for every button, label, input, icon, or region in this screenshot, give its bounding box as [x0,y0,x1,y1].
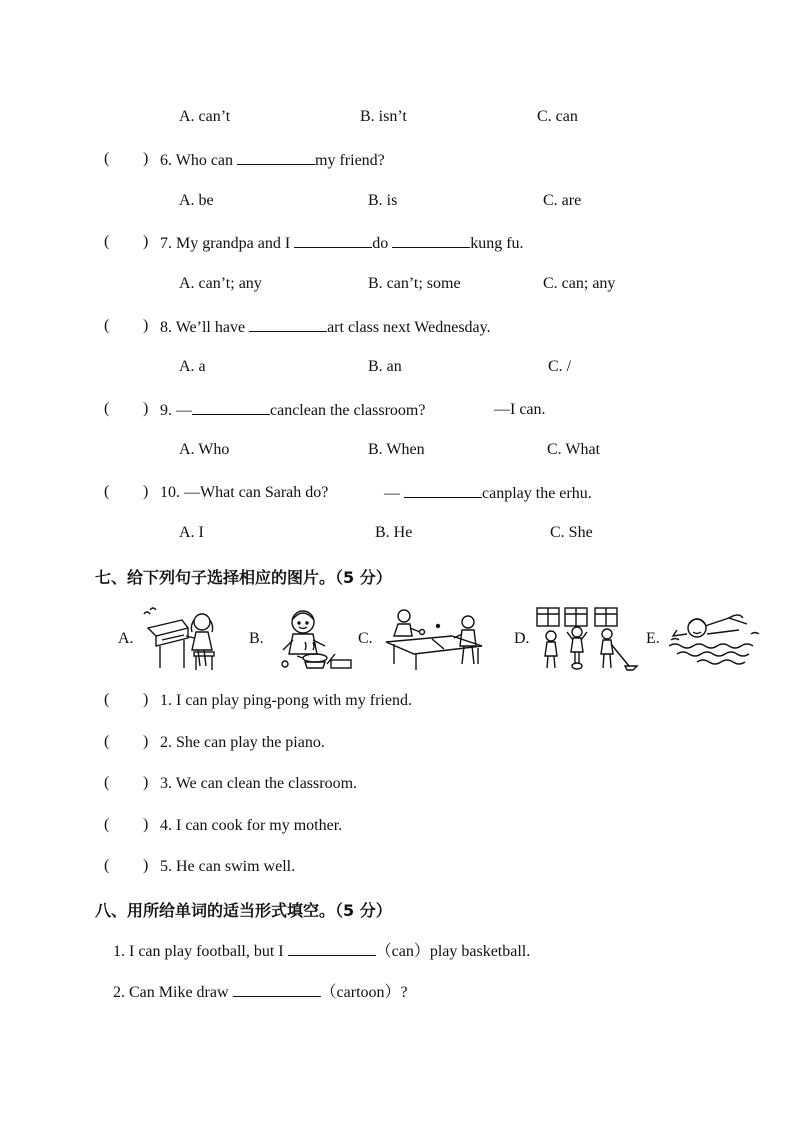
question-text: — [176,402,192,419]
answer-paren-left: ( [104,317,110,334]
answer-paren-right: ) [143,233,149,250]
option-c: C. What [547,441,601,458]
section-7-heading: 七、给下列句子选择相应的图片。（5 分） [95,568,392,587]
word-hint: （cartoon）? [320,984,408,1001]
answer-paren-right: ) [143,150,149,167]
answer-paren-left: ( [104,233,110,250]
answer-paren-right: ) [143,733,149,750]
option-a: A. a [179,358,206,375]
picture-label-c: C. [358,630,373,647]
item-number: 2. [113,984,125,1001]
option-c: C. are [543,192,582,209]
boy-swimming-icon [667,606,759,672]
question-text: —What can Sarah do? [184,484,329,501]
option-a: A. can’t [179,108,231,125]
item-text: She can play the piano. [176,734,325,751]
answer-paren-right: ) [143,691,149,708]
option-b: B. can’t; some [368,275,461,292]
question-text: canclean the classroom? [270,402,426,419]
item-text: Can Mike draw [129,984,229,1001]
picture-label-b: B. [249,630,264,647]
answer-blank[interactable] [192,400,270,415]
option-b: B. When [368,441,425,458]
item-text: I can play ping-pong with my friend. [176,692,412,709]
picture-label-a: A. [118,630,134,647]
question-number: 7. [160,235,172,252]
question-number: 9. [160,402,172,419]
answer-paren-right: ) [143,317,149,334]
option-b: B. isn’t [360,108,407,125]
item-number: 1. [160,692,172,709]
kids-cleaning-classroom-icon [537,606,647,672]
answer-blank[interactable] [288,941,376,956]
answer-blank[interactable] [404,483,482,498]
option-a: A. I [179,524,204,541]
picture-label-d: D. [514,630,530,647]
reply-text: —I can. [494,401,546,418]
answer-paren-left: ( [104,483,110,500]
kids-playing-ping-pong-icon [382,606,488,672]
question-number: 6. [160,152,172,169]
answer-paren-left[interactable]: ( [104,774,110,791]
answer-blank[interactable] [294,233,372,248]
item-number: 1. [113,943,125,960]
fill-item [113,982,408,1003]
answer-paren-right: ) [143,857,149,874]
option-a: A. be [179,192,214,209]
question-text: kung fu. [470,235,524,252]
question-text: do [372,235,389,252]
question-text: We’ll have [175,319,246,336]
question-text: my friend? [315,152,385,169]
answer-blank[interactable] [392,233,470,248]
answer-paren-left[interactable]: ( [104,816,110,833]
item-text: I can play football, but I [129,943,284,960]
option-a: A. can’t; any [179,275,262,292]
question-text: — [384,485,400,502]
item-number: 2. [160,734,172,751]
item-text: I can cook for my mother. [176,817,343,834]
answer-paren-left: ( [104,150,110,167]
answer-blank[interactable] [233,982,321,997]
option-c: C. can [537,108,578,125]
picture-label-e: E. [646,630,660,647]
item-number: 5. [160,858,172,875]
answer-paren-left[interactable]: ( [104,857,110,874]
answer-paren-left: ( [104,400,110,417]
item-text: We can clean the classroom. [175,775,358,792]
question-text: My grandpa and I [176,235,291,252]
answer-paren-left[interactable]: ( [104,733,110,750]
option-b: B. is [368,192,398,209]
section-8-heading: 八、用所给单词的适当形式填空。（5 分） [95,901,392,920]
answer-blank[interactable] [237,150,315,165]
question-text: canplay the erhu. [482,485,592,502]
item-number: 3. [160,775,172,792]
answer-paren-right: ) [143,483,149,500]
girl-playing-piano-icon [140,606,224,672]
option-c: C. She [550,524,593,541]
question-number: 10. [160,484,180,501]
girl-cooking-icon [275,606,359,672]
option-a: A. Who [179,441,230,458]
option-b: B. He [375,524,413,541]
option-b: B. an [368,358,402,375]
item-text: He can swim well. [176,858,296,875]
option-c: C. / [548,358,572,375]
question-text: Who can [175,152,234,169]
question-number: 8. [160,319,172,336]
answer-paren-left[interactable]: ( [104,691,110,708]
answer-paren-right: ) [143,400,149,417]
answer-paren-right: ) [143,774,149,791]
answer-paren-right: ) [143,816,149,833]
fill-item [113,941,530,962]
word-hint: （can）play basketball. [375,943,531,960]
option-c: C. can; any [543,275,616,292]
question-text: art class next Wednesday. [327,319,491,336]
item-number: 4. [160,817,172,834]
answer-blank[interactable] [249,317,327,332]
